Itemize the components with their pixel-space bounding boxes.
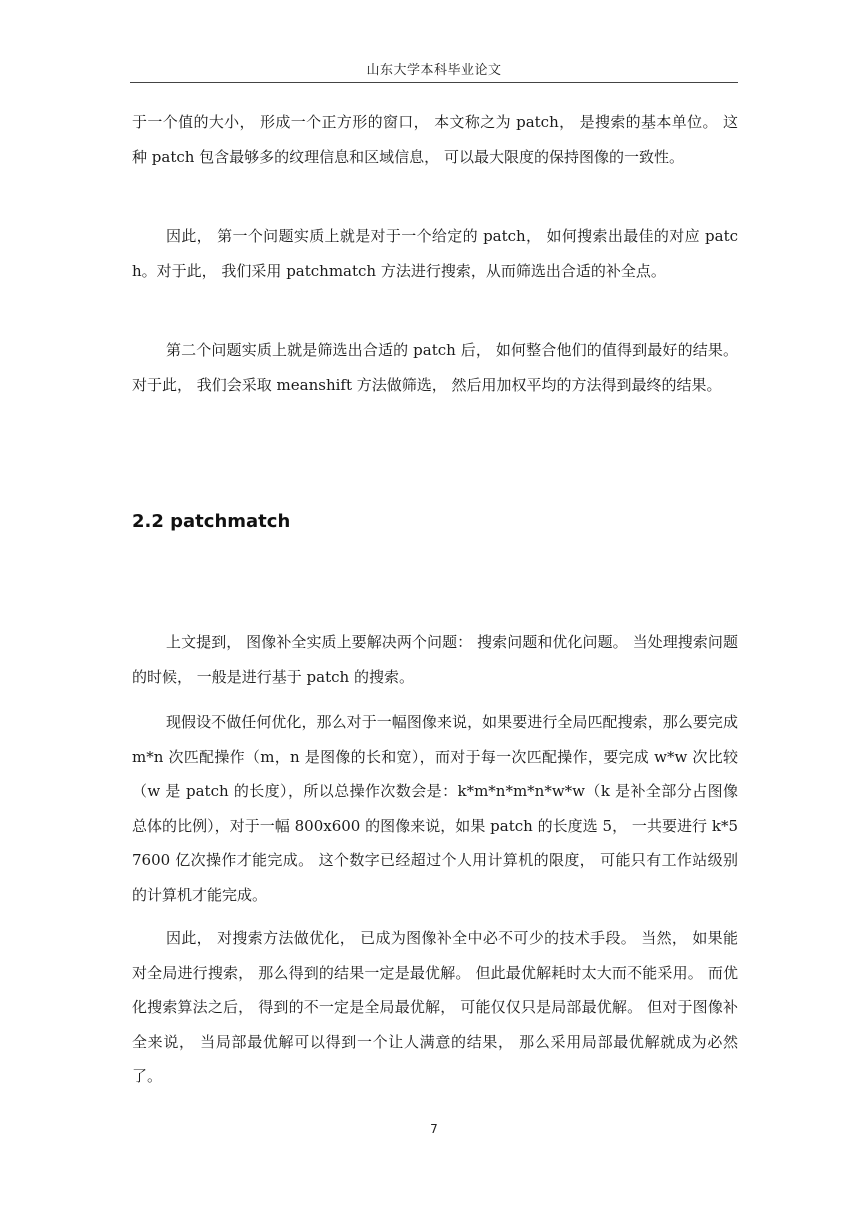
section-heading: 2.2 patchmatch [132,511,291,532]
header-divider [130,82,738,83]
paragraph-second-problem: 第二个问题实质上就是筛选出合适的 patch 后， 如何整合他们的值得到最好的结果。 对于此， 我们会采取 meanshift 方法做筛选， 然后用加权平均的方法得到最终的结果。 [132,341,738,394]
page-header-title: 山东大学本科毕业论文 [366,63,502,78]
paragraph-first-problem: 因此， 第一个问题实质上就是对于一个给定的 patch， 如何搜索出最佳的对应 patch。对于此， 我们采用 patchmatch 方法进行搜索，从而筛选出合适的补全点。 [132,227,738,280]
page-number: 7 [430,1122,438,1136]
paragraph-optimization: 因此， 对搜索方法做优化， 已成为图像补全中必不可少的技术手段。 当然， 如果能对全局进行搜索， 那么得到的结果一定是最优解。 但此最优解耗时太大而不能采用。 而优化搜索算法之后， 得到的不一定是全局最优解， 可能仅仅只是局部最优解。 但对于图像补全来说， 当局部最优解可以得到一个让人满意的结果， 那么采用局部最优解就成为必然了。 [132,929,738,1085]
paragraph-complexity: 现假设不做任何优化，那么对于一幅图像来说，如果要进行全局匹配搜索，那么要完成 m*n 次匹配操作（m，n 是图像的长和宽），而对于每一次匹配操作，要完成 w*w 次比较（w 是 patch 的长度），所以总操作次数会是：k*m*n*m*n*w*w（k 是补全部分占图像总体的比例），对于一幅 800x600 的图像来说，如果 patch 的长度选 5， 一共要进行 k*57600 亿次操作才能完成。 这个数字已经超过个人用计算机的限度， 可能只有工作站级别的计算机才能完成。 [132,713,738,904]
paragraph-search-intro: 上文提到， 图像补全实质上要解决两个问题： 搜索问题和优化问题。 当处理搜索问题的时候， 一般是进行基于 patch 的搜索。 [132,633,738,686]
paragraph-patch-definition: 于一个值的大小， 形成一个正方形的窗口， 本文称之为 patch， 是搜索的基本单位。 这种 patch 包含最够多的纹理信息和区域信息， 可以最大限度的保持图像的一致性。 [132,113,738,166]
